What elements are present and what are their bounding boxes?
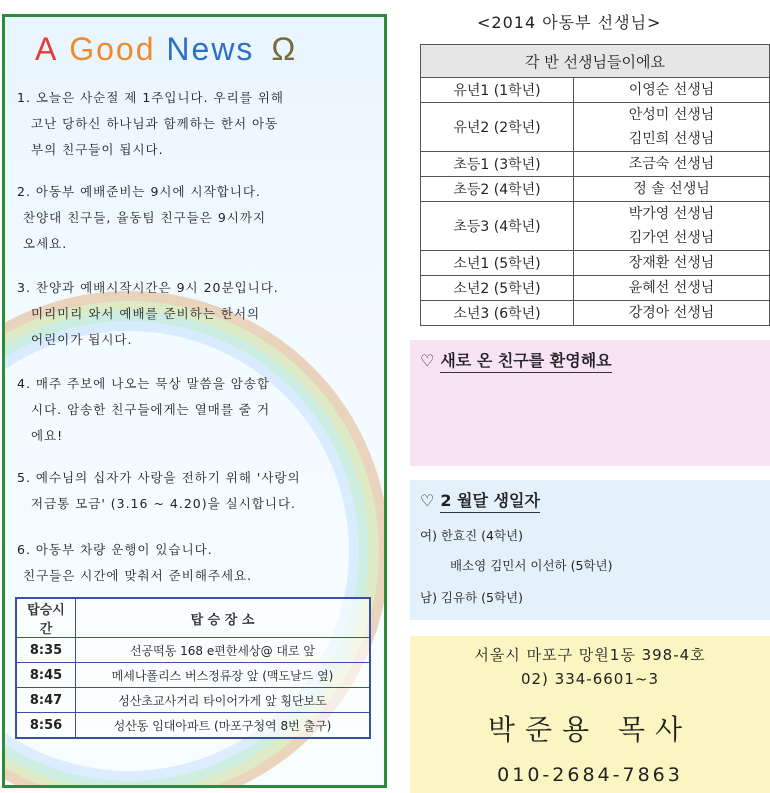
- welcome-box: [410, 340, 770, 466]
- welcome-heading: [420, 348, 612, 371]
- title-word-a: A: [35, 31, 59, 67]
- notice-line: 6. 아동부 차량 운행이 있습니다.: [17, 542, 213, 557]
- teacher-row: [421, 177, 770, 202]
- teacher-names: [574, 251, 770, 276]
- teacher-row: [421, 251, 770, 276]
- bus-place: 성산초교사거리 타이어가게 앞 횡단보도: [76, 688, 371, 713]
- bus-row: [16, 663, 370, 688]
- welcome-heading-text: 새로 온 친구를 환영해요: [440, 351, 611, 373]
- notice-line: 고난 당하신 하나님과 함께하는 한서 아동: [31, 116, 279, 131]
- church-address: 서울시 마포구 망원1동 398-4호: [474, 646, 706, 664]
- notice-1: [17, 85, 284, 163]
- teacher-names: [574, 276, 770, 301]
- birthday-box: [410, 480, 770, 620]
- teacher-name: 김가연 선생님: [628, 230, 715, 246]
- bus-time: 8:45: [16, 663, 76, 688]
- birthday-line: 남) 김유하 (5학년): [420, 590, 523, 605]
- title-word-news: News: [166, 31, 255, 67]
- notice-line: 2. 아동부 예배준비는 9시에 시작합니다.: [17, 184, 261, 199]
- bus-header-place: 탑 승 장 소: [76, 598, 371, 638]
- notice-line: 3. 찬양과 예배시작시간은 9시 20분입니다.: [17, 280, 279, 295]
- teachers-title: <2014 아동부 선생님>: [477, 13, 662, 32]
- notice-line: 찬양대 친구들, 율동팀 친구들은 9시까지: [23, 210, 267, 225]
- notice-5: [17, 465, 301, 517]
- notice-6: [17, 537, 252, 589]
- bus-place: 메세나폴리스 버스정류장 앞 (맥도날드 옆): [76, 663, 371, 688]
- teacher-name: 강경아 선생님: [628, 305, 715, 321]
- bus-row: [16, 713, 370, 739]
- notice-line: 4. 매주 주보에 나오는 묵상 말씀을 암송합: [17, 376, 270, 391]
- heart-icon: ♡: [420, 491, 435, 510]
- notice-line: 시다. 암송한 친구들에게는 열매를 줄 거: [31, 402, 271, 417]
- teacher-row: [421, 276, 770, 301]
- bus-table-header: [16, 598, 370, 638]
- notice-line: 5. 예수님의 십자가 사랑을 전하기 위해 '사랑의: [17, 470, 301, 485]
- notice-line: 에요!: [31, 428, 64, 443]
- notice-line: 오세요.: [23, 236, 68, 251]
- class-name: 초등3 (4학년): [421, 202, 574, 251]
- teacher-name: 장재환 선생님: [628, 255, 715, 271]
- teacher-name: 김민희 선생님: [628, 131, 715, 147]
- teacher-names: [574, 78, 770, 103]
- notice-line: 저금통 모금' (3.16 ~ 4.20)을 실시합니다.: [31, 496, 296, 511]
- teacher-row: [421, 152, 770, 177]
- teacher-names: [574, 103, 770, 152]
- bus-place: 성산동 임대아파트 (마포구청역 8번 출구): [76, 713, 371, 739]
- teacher-name: 박가영 선생님: [628, 206, 715, 222]
- church-phone: 02) 334-6601~3: [520, 670, 660, 688]
- notice-line: 어린이가 됩시다.: [31, 332, 133, 347]
- class-name: 유년1 (1학년): [421, 78, 574, 103]
- omega-icon: Ω: [271, 31, 298, 67]
- notice-line: 부의 친구들이 됩시다.: [31, 142, 164, 157]
- bus-row: [16, 688, 370, 713]
- class-name: 초등1 (3학년): [421, 152, 574, 177]
- class-name: 초등2 (4학년): [421, 177, 574, 202]
- contact-box: [410, 636, 770, 793]
- teachers-table: [420, 44, 770, 326]
- birthday-heading-text: 2 월달 생일자: [440, 491, 540, 513]
- class-name: 소년1 (5학년): [421, 251, 574, 276]
- notice-3: [17, 275, 279, 353]
- teachers-header: 각 반 선생님들이에요: [421, 45, 770, 78]
- teacher-row: [421, 78, 770, 103]
- bus-schedule-table: [15, 597, 371, 739]
- class-name: 소년2 (5학년): [421, 276, 574, 301]
- teacher-name: 윤혜선 선생님: [628, 280, 715, 296]
- title-word-good: Good: [69, 31, 156, 67]
- bus-header-time: 탑승시간: [16, 598, 76, 638]
- notice-line: 친구들은 시간에 맞춰서 준비해주세요.: [23, 568, 253, 583]
- notice-line: 미리미리 와서 예배를 준비하는 한서의: [31, 306, 261, 321]
- teacher-names: [574, 177, 770, 202]
- birthday-line: 배소영 김민서 이선하 (5학년): [450, 558, 613, 573]
- teacher-name: 이영순 선생님: [628, 82, 715, 98]
- notice-4: [17, 371, 270, 449]
- birthday-line: 여) 한효진 (4학년): [420, 528, 523, 543]
- good-news-panel: [2, 14, 387, 788]
- notice-2: [17, 179, 266, 257]
- birthday-heading: [420, 488, 540, 511]
- bus-time: 8:35: [16, 638, 76, 663]
- class-name: 소년3 (6학년): [421, 301, 574, 326]
- bus-time: 8:56: [16, 713, 76, 739]
- teacher-row: [421, 301, 770, 326]
- good-news-title: [35, 31, 297, 68]
- bus-row: [16, 638, 370, 663]
- teacher-names: [574, 202, 770, 251]
- notice-line: 1. 오늘은 사순절 제 1주입니다. 우리를 위해: [17, 90, 284, 105]
- teacher-name: 조금숙 선생님: [628, 156, 715, 172]
- teacher-row: [421, 202, 770, 251]
- teachers-header-row: [421, 45, 770, 78]
- teacher-row: [421, 103, 770, 152]
- bus-place: 선공떡동 168 e편한세상@ 대로 앞: [76, 638, 371, 663]
- pastor-mobile: 010-2684-7863: [497, 764, 683, 786]
- pastor-name: 박준용 목사: [487, 713, 693, 746]
- teacher-name: 정 솔 선생님: [633, 181, 710, 197]
- heart-icon: ♡: [420, 351, 435, 370]
- teacher-name: 안성미 선생님: [628, 107, 715, 123]
- teacher-names: [574, 301, 770, 326]
- bus-time: 8:47: [16, 688, 76, 713]
- teacher-names: [574, 152, 770, 177]
- class-name: 유년2 (2학년): [421, 103, 574, 152]
